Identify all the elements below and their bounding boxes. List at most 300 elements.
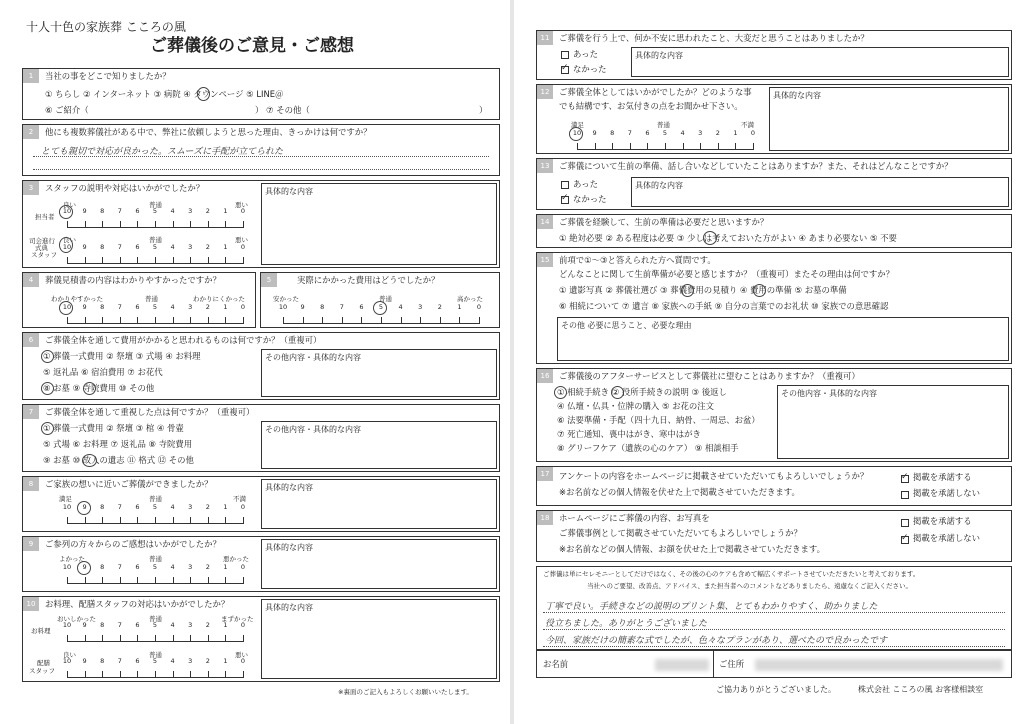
scale-label: 普通 (149, 236, 162, 244)
scale-tick[interactable] (120, 577, 121, 584)
scale-tick[interactable] (137, 635, 138, 642)
scale-tick-label: 5 (378, 303, 384, 311)
scale-tick-label: 5 (152, 243, 158, 251)
detail-box[interactable]: 具体的な内容 (261, 183, 497, 265)
scale-tick[interactable] (102, 577, 103, 584)
scale-tick[interactable] (381, 317, 382, 324)
scale-tick[interactable] (459, 317, 460, 324)
detail-box[interactable]: 具体的な内容 (631, 47, 1009, 77)
option-line: ⑨ お墓 ⑩ 故人の遺志 ⑪ 格式 ⑫ その他 (43, 455, 194, 465)
scale-tick-label: 2 (205, 243, 210, 251)
scale-tick[interactable] (102, 257, 103, 264)
scale-tick[interactable] (647, 143, 648, 150)
scale-tick[interactable] (208, 221, 209, 228)
scale-tick-label: 5 (152, 563, 158, 571)
scale-tick[interactable] (630, 143, 631, 150)
scale-tick[interactable] (190, 257, 191, 264)
thanks-text: ご協力ありがとうございました。 (716, 685, 836, 694)
scale-tick[interactable] (137, 257, 138, 264)
scale-tick-label: 6 (135, 207, 140, 215)
scale-tick-label: 6 (135, 657, 140, 665)
row-label: スタッフ (29, 667, 55, 675)
scale-label: 悪い (235, 651, 248, 659)
scale-tick[interactable] (243, 221, 244, 228)
option-line: ① ちらし ② インターネット ③ 病院 ④ タウンページ ⑤ LINE＠ (45, 89, 284, 99)
scale-tick-label: 2 (205, 563, 210, 571)
scale-tick[interactable] (208, 517, 209, 524)
checkbox-decline[interactable] (901, 491, 909, 499)
row-label: 司会進行 (29, 237, 55, 245)
scale-tick[interactable] (85, 635, 86, 642)
section-10 (22, 596, 500, 682)
scale-tick-label: 5 (662, 129, 668, 137)
scale-tick[interactable] (225, 577, 226, 584)
divider (713, 651, 714, 677)
option-line: ⑥ 相続について ⑦ 遺言 ⑧ 家族への手紙 ⑨ 自分の言葉でのお礼状 ⑩ 家族での意思確認 (559, 301, 889, 311)
scale-tick-label: 3 (188, 243, 193, 251)
scale-tick[interactable] (479, 317, 480, 324)
scale-tick-label: 1 (223, 657, 228, 665)
detail-box[interactable]: 具体的な内容 (631, 177, 1009, 207)
rating-scale (62, 563, 246, 587)
scale-tick-label: 7 (117, 621, 122, 629)
scale-tick-label: 0 (240, 303, 246, 311)
left-page (0, 0, 510, 724)
scale-label: 良い (63, 651, 76, 659)
scale-tick[interactable] (85, 517, 86, 524)
scale-tick-label: 10 (62, 207, 72, 215)
scale-tick[interactable] (120, 517, 121, 524)
scale-tick[interactable] (155, 517, 156, 524)
scale-label: 普通 (657, 121, 670, 129)
section-number: 8 (23, 477, 39, 491)
checkbox-label: 掲載を承諾する (913, 516, 972, 526)
checkbox-label: 掲載を承諾しない (913, 533, 980, 543)
scale-tick-label: 8 (100, 303, 105, 311)
scale-tick-label: 9 (82, 563, 87, 571)
scale-tick-label: 6 (135, 563, 140, 571)
checkbox-label: 掲載を承諾しない (913, 488, 980, 498)
scale-tick[interactable] (190, 221, 191, 228)
scale-tick-label: 8 (100, 657, 105, 665)
scale-tick[interactable] (612, 143, 613, 150)
detail-box[interactable]: 具体的な内容 (261, 479, 497, 529)
rating-scale (62, 207, 246, 231)
section-number: 5 (261, 273, 277, 287)
scale-tick[interactable] (67, 221, 68, 228)
scale-tick[interactable] (102, 317, 103, 324)
scale-tick[interactable] (225, 517, 226, 524)
scale-tick-label: 4 (680, 129, 685, 137)
detail-box[interactable]: その他内容・具体的な内容 (261, 349, 497, 397)
question-text: ご参列の方々からのご感想はいかがでしたか？ (45, 539, 221, 549)
scale-tick-label: 7 (117, 303, 122, 311)
question-text: ご葬儀事例として掲載させていただいてもよろしいでしょうか？ (559, 528, 802, 538)
question-text: 実際にかかった費用はどうでしたか？ (297, 275, 440, 285)
scale-tick-label: 3 (188, 563, 193, 571)
scale-tick[interactable] (225, 635, 226, 642)
scale-tick[interactable] (753, 143, 754, 150)
scale-tick[interactable] (155, 635, 156, 642)
scale-tick-label: 8 (100, 243, 105, 251)
scale-label: 悪かった (223, 555, 249, 563)
scale-tick-label: 3 (188, 657, 193, 665)
scale-tick[interactable] (700, 143, 701, 150)
question-note: ※お名前などの個人情報、お顔を伏せた上で掲載させていただきます。 (559, 544, 825, 554)
scale-tick-label: 9 (592, 129, 597, 137)
answer-circle (59, 205, 73, 219)
answer-circle (703, 231, 717, 245)
scale-tick-label: 9 (82, 621, 87, 629)
answer-circle (41, 350, 54, 363)
section-number: 15 (537, 253, 553, 267)
option-line: ⑤ 式場 ⑥ お料理 ⑦ 返礼品 ⑧ 寺院費用 (43, 439, 193, 449)
scale-tick-label: 1 (223, 207, 228, 215)
scale-tick[interactable] (173, 317, 174, 324)
scale-tick[interactable] (208, 635, 209, 642)
scale-tick[interactable] (190, 577, 191, 584)
scale-tick[interactable] (85, 317, 86, 324)
question-text: ご葬儀を経験して、生前の準備は必要だと思いますか？ (559, 217, 769, 227)
scale-tick-label: 0 (240, 563, 246, 571)
scale-tick-label: 4 (170, 621, 175, 629)
scale-tick-label: 7 (627, 129, 632, 137)
scale-tick[interactable] (155, 221, 156, 228)
scale-tick[interactable] (67, 671, 68, 678)
company-name: 株式会社 こころの風 お客様相談室 (858, 685, 984, 694)
scale-label: 普通 (145, 295, 158, 303)
question-text: ご葬儀全体を通して重視した点は何ですか？（重複可） (45, 407, 255, 417)
answer-circle (41, 382, 54, 395)
scale-tick[interactable] (190, 317, 191, 324)
scale-tick[interactable] (683, 143, 684, 150)
scale-tick-label: 0 (240, 243, 246, 251)
scale-tick[interactable] (155, 257, 156, 264)
handwritten-comment: 役立ちました。ありがとうございました (545, 619, 708, 629)
scale-tick[interactable] (155, 317, 156, 324)
scale-label: よかった (59, 555, 85, 563)
option-line: ① 相続手続き ② 役所手続きの説明 ③ 後返し (557, 387, 727, 397)
option-line: ④ 仏壇・仏具・位牌の購入 ⑤ お花の注文 (557, 401, 715, 411)
detail-box[interactable]: 具体的な内容 (261, 539, 497, 589)
scale-tick[interactable] (243, 317, 244, 324)
scale-tick[interactable] (67, 577, 68, 584)
scale-tick[interactable] (595, 143, 596, 150)
writing-line (33, 169, 489, 170)
scale-tick[interactable] (85, 257, 86, 264)
scale-tick-label: 4 (170, 657, 175, 665)
question-text: ご葬儀全体を通して費用がかかると思われるものは何ですか？（重複可） (45, 335, 322, 345)
address-label: ご住所 (719, 659, 745, 669)
scale-tick-label: 1 (223, 563, 228, 571)
comments-intro: 当社へのご要望、改善点、アドバイス、また担当者へのコメントなどありましたら、遠慮なくご記入ください。 (587, 582, 912, 590)
scale-tick[interactable] (243, 257, 244, 264)
scale-tick[interactable] (190, 635, 191, 642)
scale-tick[interactable] (243, 671, 244, 678)
scale-tick[interactable] (303, 317, 304, 324)
checkbox-yes[interactable] (561, 51, 569, 59)
scale-tick[interactable] (173, 221, 174, 228)
scale-tick-label: 2 (205, 503, 210, 511)
scale-tick[interactable] (137, 317, 138, 324)
question-text: 当社の事をどこで知りましたか？ (45, 71, 171, 81)
scale-tick[interactable] (342, 317, 343, 324)
section-5 (260, 272, 500, 328)
scale-tick[interactable] (190, 517, 191, 524)
scale-label: おいしかった (57, 615, 96, 623)
section-9 (22, 536, 500, 592)
scale-label: わかりにくかった (193, 295, 245, 303)
section-number: 13 (537, 159, 553, 173)
row-label: 担当者 (35, 213, 55, 221)
scale-tick-label: 8 (100, 621, 105, 629)
scale-tick[interactable] (67, 317, 68, 324)
row-label: 式典 (35, 244, 48, 252)
scale-tick[interactable] (225, 221, 226, 228)
scale-tick-label: 8 (100, 207, 105, 215)
option-line: ⑧ グリーフケア（遺族の心のケア） ⑨ 相談相手 (557, 443, 739, 453)
scale-tick[interactable] (577, 143, 578, 150)
section-number: 10 (23, 597, 39, 611)
option-line: ⑥ ご紹介（ (45, 105, 89, 115)
scale-tick[interactable] (225, 257, 226, 264)
section-number: 14 (537, 215, 553, 229)
scale-tick-label: 0 (240, 503, 246, 511)
scale-tick[interactable] (137, 221, 138, 228)
scale-tick[interactable] (225, 317, 226, 324)
scale-tick-label: 3 (418, 303, 423, 311)
answer-circle (373, 301, 387, 315)
option-line: ① 遺影写真 ② 葬儀社選び ③ 葬儀費用の見積り ④ 費用の準備 ⑤ お墓の準備 (559, 285, 847, 295)
section-number: 16 (537, 369, 553, 383)
scale-tick[interactable] (120, 221, 121, 228)
section-14 (536, 214, 1012, 248)
question-text: お料理、配膳スタッフの対応はいかがでしたか？ (45, 599, 230, 609)
writing-line (543, 612, 1005, 613)
answer-circle (77, 561, 91, 575)
question-text: スタッフの説明や対応はいかがでしたか？ (45, 183, 205, 193)
check-mark-icon: ✓ (561, 193, 569, 203)
scale-tick[interactable] (155, 671, 156, 678)
checkbox-label: あった (573, 179, 599, 189)
scale-tick[interactable] (173, 257, 174, 264)
scale-tick[interactable] (718, 143, 719, 150)
section-number: 2 (23, 125, 39, 139)
scale-tick[interactable] (283, 317, 284, 324)
question-text: ご葬儀全体としてはいかがでしたか？どのような事 (559, 87, 752, 97)
section-number: 1 (23, 69, 39, 83)
handwritten-answer: とても親切で対応が良かった。スムーズに手配が立てられた (41, 147, 284, 157)
scale-tick[interactable] (243, 517, 244, 524)
answer-circle (197, 87, 210, 101)
answer-circle (59, 301, 73, 315)
scale-tick[interactable] (322, 317, 323, 324)
scale-tick[interactable] (208, 317, 209, 324)
scale-label: 不満 (741, 121, 754, 129)
section-8 (22, 476, 500, 532)
detail-box[interactable]: その他内容・具体的な内容 (261, 421, 497, 469)
scale-tick-label: 6 (135, 503, 140, 511)
checkbox-label: 掲載を承諾する (913, 472, 972, 482)
scale-tick[interactable] (243, 577, 244, 584)
option-line: ⑦ 死亡通知、喪中はがき、寒中はがき (557, 429, 701, 439)
checkbox-label: なかった (573, 194, 607, 204)
section-15 (536, 252, 1012, 364)
scale-label: 悪い (235, 201, 248, 209)
scale-tick[interactable] (173, 577, 174, 584)
scale-tick-label: 3 (188, 207, 193, 215)
option-line: ） (479, 105, 488, 115)
scale-tick-label: 9 (82, 303, 87, 311)
check-mark-icon: ✓ (901, 472, 909, 482)
detail-box[interactable]: 具体的な内容 (261, 599, 497, 679)
question-text: ご葬儀を行う上で、何か不安に思われたこと、大変だと思うことはありましたか？ (559, 33, 869, 43)
scale-tick[interactable] (208, 671, 209, 678)
scale-tick-label: 4 (170, 207, 175, 215)
footnote: ※裏面のご記入もよろしくお願いいたします。 (338, 688, 473, 696)
scale-label: 満足 (571, 121, 584, 129)
row-label: 配膳 (37, 659, 50, 667)
answer-circle (611, 386, 624, 399)
handwritten-comment: 丁寧で良い。手続きなどの説明のプリント集、とてもわかりやすく、助かりました (545, 602, 878, 612)
section-number: 7 (23, 405, 39, 419)
section-11 (536, 30, 1012, 80)
scale-tick-label: 2 (205, 657, 210, 665)
scale-tick[interactable] (137, 671, 138, 678)
detail-box[interactable]: その他 必要に思うこと、必要な理由 (557, 317, 1009, 361)
rating-scale (62, 621, 246, 645)
scale-tick[interactable] (225, 671, 226, 678)
check-mark-icon: ✓ (561, 63, 569, 73)
scale-label: 普通 (149, 615, 162, 623)
scale-tick-label: 5 (152, 503, 158, 511)
scale-tick[interactable] (401, 317, 402, 324)
scale-tick[interactable] (420, 317, 421, 324)
scale-tick[interactable] (85, 577, 86, 584)
scale-tick[interactable] (173, 517, 174, 524)
scale-tick-label: 3 (188, 503, 193, 511)
detail-box[interactable]: その他内容・具体的な内容 (777, 385, 1009, 459)
scale-tick-label: 5 (152, 621, 158, 629)
scale-tick[interactable] (137, 577, 138, 584)
redacted-address (755, 659, 1003, 671)
answer-circle (569, 127, 583, 141)
scale-tick[interactable] (173, 635, 174, 642)
scale-tick-label: 4 (170, 303, 175, 311)
scale-tick[interactable] (243, 635, 244, 642)
scale-tick[interactable] (85, 671, 86, 678)
section-4 (22, 272, 256, 328)
scale-tick-label: 7 (117, 207, 122, 215)
writing-line (33, 156, 489, 157)
scale-tick[interactable] (120, 635, 121, 642)
rating-scale (62, 503, 246, 527)
scale-tick[interactable] (67, 517, 68, 524)
scale-tick[interactable] (735, 143, 736, 150)
scale-tick-label: 0 (240, 207, 246, 215)
row-label: スタッフ (31, 251, 57, 259)
scale-tick-label: 2 (715, 129, 720, 137)
scale-tick-label: 6 (135, 303, 140, 311)
scale-tick-label: 8 (320, 303, 325, 311)
scale-tick-label: 7 (117, 563, 122, 571)
scale-tick-label: 0 (240, 657, 246, 665)
answer-circle (753, 284, 766, 297)
scale-tick-label: 9 (82, 657, 87, 665)
section-7 (22, 404, 500, 472)
page-title: ご葬儀後のご意見・ご感想 (150, 36, 354, 56)
scale-tick-label: 0 (476, 303, 482, 311)
scale-tick[interactable] (102, 517, 103, 524)
scale-tick[interactable] (361, 317, 362, 324)
scale-tick[interactable] (208, 257, 209, 264)
scale-tick-label: 10 (62, 563, 72, 571)
handwritten-comment: 今回、家族だけの簡素な式でしたが、色々なプランがあり、選べたので良かったです (545, 636, 888, 646)
scale-label: 高かった (457, 295, 483, 303)
scale-label: 普通 (149, 201, 162, 209)
scale-tick[interactable] (102, 221, 103, 228)
scale-tick[interactable] (67, 635, 68, 642)
option-line: ① 葬儀一式費用 ② 祭壇 ③ 棺 ④ 骨壷 (43, 423, 184, 433)
right-page (514, 0, 1024, 724)
scale-tick[interactable] (120, 671, 121, 678)
scale-tick[interactable] (67, 257, 68, 264)
scale-tick[interactable] (665, 143, 666, 150)
header-small: 十人十色の家族葬 こころの風 (26, 20, 186, 34)
checkbox-consent[interactable] (901, 519, 909, 527)
scale-tick[interactable] (102, 671, 103, 678)
scale-tick[interactable] (120, 257, 121, 264)
scale-tick-label: 7 (117, 657, 122, 665)
scale-tick-label: 8 (100, 563, 105, 571)
checkbox-yes[interactable] (561, 181, 569, 189)
scale-label: 悪い (235, 236, 248, 244)
scale-tick[interactable] (173, 671, 174, 678)
answer-circle (59, 237, 73, 253)
answer-circle (77, 501, 91, 515)
scale-tick-label: 2 (205, 621, 210, 629)
scale-label: 満足 (59, 495, 72, 503)
writing-line (543, 629, 1005, 630)
scale-tick[interactable] (190, 671, 191, 678)
scale-tick-label: 8 (100, 503, 105, 511)
rating-scale (62, 657, 246, 681)
checkbox-label: なかった (573, 64, 607, 74)
section-17 (536, 466, 1012, 506)
scale-tick-label: 10 (62, 621, 72, 629)
scale-tick-label: 10 (62, 303, 72, 311)
question-text: ホームページにご葬儀の内容、お写真を (559, 513, 710, 523)
section-number: 17 (537, 467, 553, 481)
question-text: ご家族の想いに近いご葬儀ができましたか？ (45, 479, 213, 489)
scale-tick[interactable] (85, 221, 86, 228)
section-18 (536, 510, 1012, 562)
section-6 (22, 332, 500, 400)
scale-tick[interactable] (155, 577, 156, 584)
scale-tick-label: 4 (170, 563, 175, 571)
section-16 (536, 368, 1012, 462)
scale-tick[interactable] (120, 317, 121, 324)
scale-tick[interactable] (137, 517, 138, 524)
scale-tick[interactable] (208, 577, 209, 584)
answer-circle (82, 454, 97, 467)
scale-tick[interactable] (440, 317, 441, 324)
scale-tick-label: 9 (82, 243, 87, 251)
detail-box[interactable]: 具体的な内容 (769, 87, 1009, 151)
scale-tick-label: 9 (300, 303, 305, 311)
scale-tick[interactable] (102, 635, 103, 642)
scale-tick-label: 10 (62, 657, 72, 665)
